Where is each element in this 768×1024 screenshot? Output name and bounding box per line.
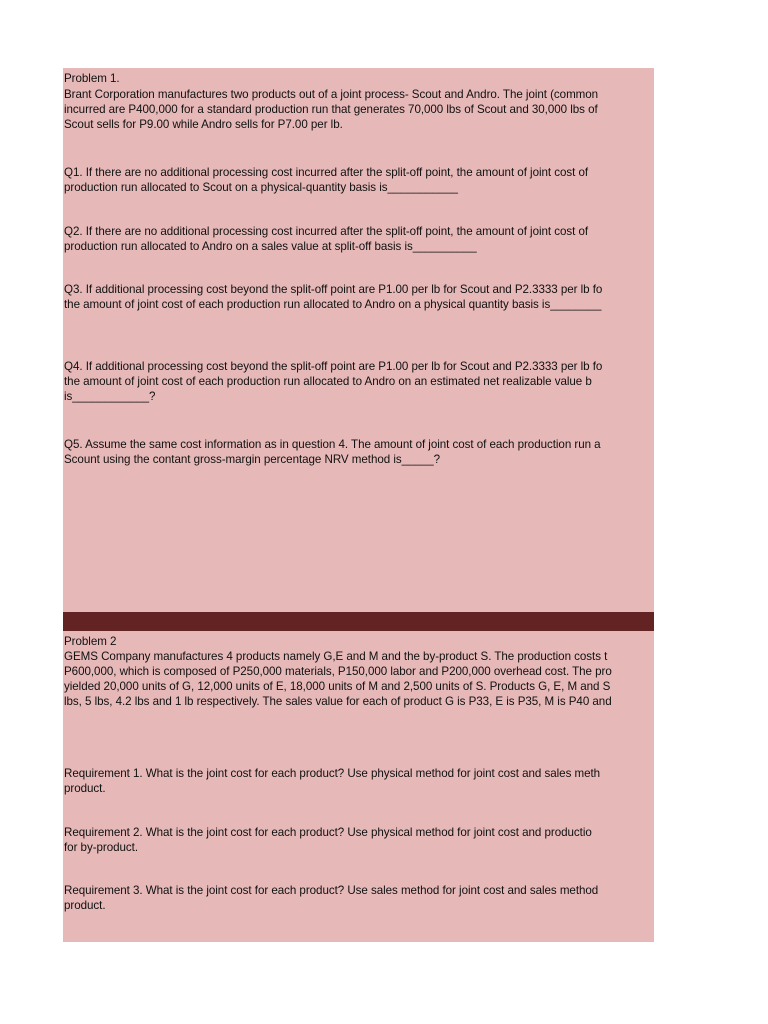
requirement-2-line-2: for by-product. [64, 841, 138, 854]
spreadsheet-area [63, 68, 654, 942]
question-5-line-2: Scount using the contant gross-margin percentage NRV method is_____? [64, 453, 440, 466]
problem1-intro-line-3: Scout sells for P9.00 while Andro sells for P7.00 per lb. [64, 118, 343, 131]
requirement-3-line-2: product. [64, 899, 106, 912]
question-4-line-2: the amount of joint cost of each production run allocated to Andro on an estimated net realizable value b [64, 375, 592, 388]
separator-band [63, 612, 654, 631]
question-5-line-1: Q5. Assume the same cost information as in question 4. The amount of joint cost of each production run a [64, 438, 601, 451]
problem2-intro-line-2: P600,000, which is composed of P250,000 materials, P150,000 labor and P200,000 overhead cost. The pro [64, 665, 612, 678]
question-1-line-2: production run allocated to Scout on a physical-quantity basis is___________ [64, 181, 458, 194]
question-4-line-3: is____________? [64, 390, 156, 403]
question-3-line-2: the amount of joint cost of each production run allocated to Andro on a physical quantity basis is________ [64, 298, 602, 311]
problem2-intro-line-3: yielded 20,000 units of G, 12,000 units of E, 18,000 units of M and 2,500 units of S. Products G, E, M and S [64, 680, 611, 693]
problem2-intro-line-1: GEMS Company manufactures 4 products namely G,E and M and the by-product S. The production costs t [64, 650, 608, 663]
question-1-line-1: Q1. If there are no additional processing cost incurred after the split-off point, the amount of joint cost of [64, 166, 589, 179]
problem2-intro-line-4: lbs, 5 lbs, 4.2 lbs and 1 lb respectively. The sales value for each of product G is P33, E is P35, M is P40 and [64, 695, 612, 708]
requirement-3-line-1: Requirement 3. What is the joint cost for each product? Use sales method for joint cost and sales method [64, 884, 599, 897]
problem1-intro-line-2: incurred are P400,000 for a standard production run that generates 70,000 lbs of Scout and 30,000 lbs of [64, 103, 598, 116]
requirement-1-line-2: product. [64, 782, 106, 795]
question-2-line-2: production run allocated to Andro on a sales value at split-off basis is__________ [64, 240, 477, 253]
problem1-heading: Problem 1. [64, 72, 120, 85]
requirement-2-line-1: Requirement 2. What is the joint cost for each product? Use physical method for joint cost and productio [64, 826, 592, 839]
requirement-1-line-1: Requirement 1. What is the joint cost for each product? Use physical method for joint cost and sales meth [64, 767, 601, 780]
problem2-heading: Problem 2 [64, 635, 117, 648]
question-3-line-1: Q3. If additional processing cost beyond the split-off point are P1.00 per lb for Scout and P2.3333 per lb fo [64, 283, 603, 296]
question-4-line-1: Q4. If additional processing cost beyond the split-off point are P1.00 per lb for Scout and P2.3333 per lb fo [64, 360, 603, 373]
question-2-line-1: Q2. If there are no additional processing cost incurred after the split-off point, the amount of joint cost of [64, 225, 589, 238]
problem1-intro-line-1: Brant Corporation manufactures two products out of a joint process- Scout and Andro. The joint (common [64, 88, 599, 101]
